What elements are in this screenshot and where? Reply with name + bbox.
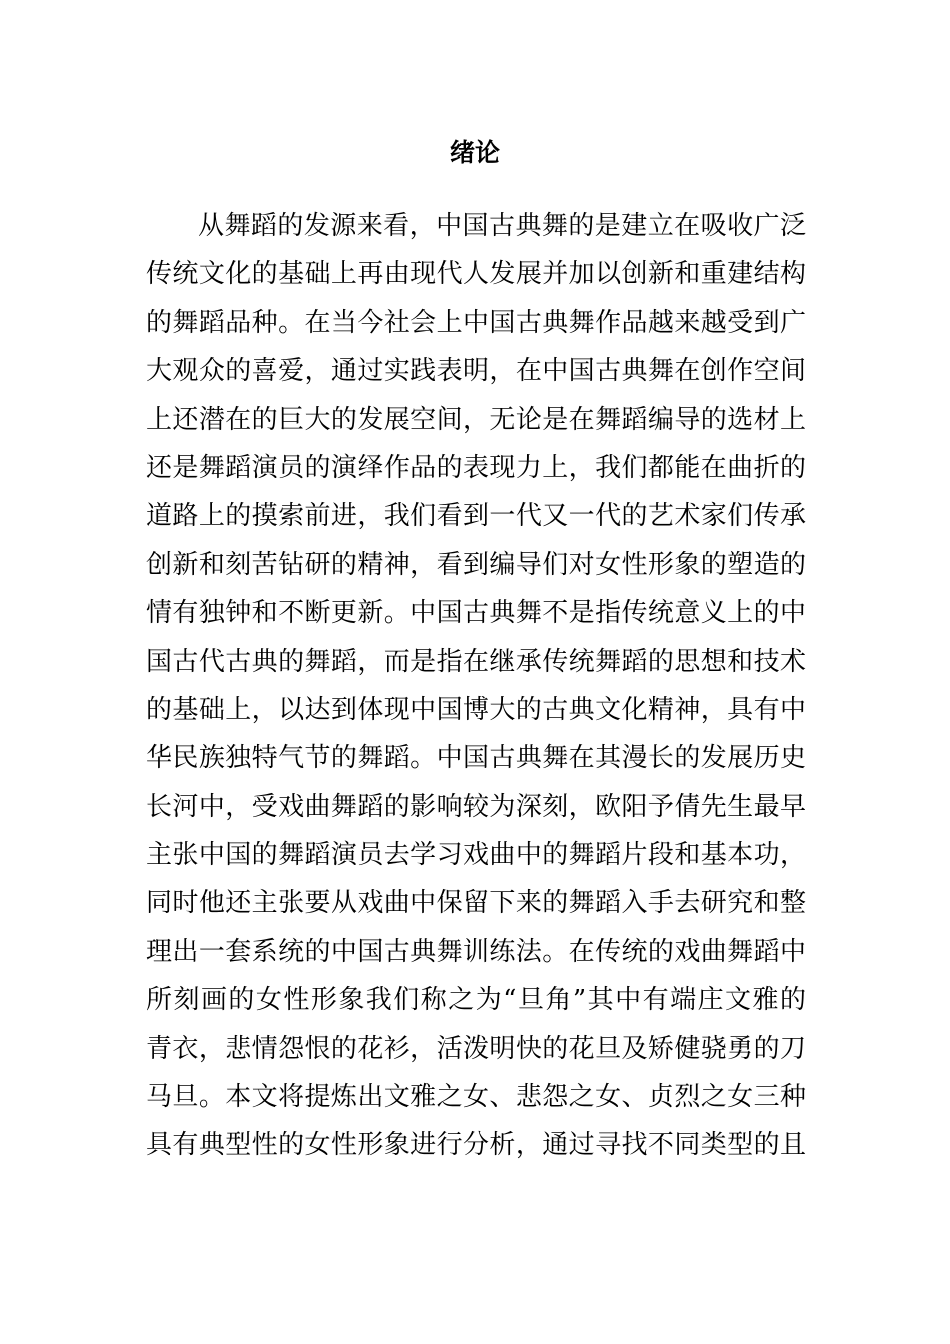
paragraph-line: 的基础上，以达到体现中国博大的古典文化精神，具有中 xyxy=(146,694,806,725)
paragraph-line: 大观众的喜爱，通过实践表明，在中国古典舞在创作空间 xyxy=(146,356,806,387)
body-paragraph xyxy=(146,202,806,1170)
paragraph-line: 的舞蹈品种。在当今社会上中国古典舞作品越来越受到广 xyxy=(146,307,806,338)
paragraph-line: 同时他还主张要从戏曲中保留下来的舞蹈入手去研究和整 xyxy=(146,888,806,919)
paragraph-line: 创新和刻苦钻研的精神，看到编导们对女性形象的塑造的 xyxy=(146,549,806,580)
paragraph-line: 理出一套系统的中国古典舞训练法。在传统的戏曲舞蹈中 xyxy=(146,936,806,967)
paragraph-line: 华民族独特气节的舞蹈。中国古典舞在其漫长的发展历史 xyxy=(146,743,806,774)
section-title: 绪论 xyxy=(449,138,500,167)
paragraph-line: 具有典型性的女性形象进行分析，通过寻找不同类型的且 xyxy=(146,1130,806,1161)
paragraph-line: 传统文化的基础上再由现代人发展并加以创新和重建结构 xyxy=(146,259,806,290)
paragraph-line: 青衣，悲情怨恨的花衫，活泼明快的花旦及矫健骁勇的刀 xyxy=(146,1033,806,1064)
paragraph-line: 道路上的摸索前进，我们看到一代又一代的艺术家们传承 xyxy=(146,501,806,532)
paragraph-line: 主张中国的舞蹈演员去学习戏曲中的舞蹈片段和基本功， xyxy=(146,840,806,871)
paragraph-line: 长河中，受戏曲舞蹈的影响较为深刻，欧阳予倩先生最早 xyxy=(146,791,806,822)
paragraph-line: 情有独钟和不断更新。中国古典舞不是指传统意义上的中 xyxy=(146,598,806,629)
paragraph-line: 所刻画的女性形象我们称之为“旦角”其中有端庄文雅的 xyxy=(146,985,806,1016)
paragraph-line: 从舞蹈的发源来看，中国古典舞的是建立在吸收广泛 xyxy=(198,211,806,241)
paragraph-line: 国古代古典的舞蹈，而是指在继承传统舞蹈的思想和技术 xyxy=(146,646,806,677)
paragraph-line: 还是舞蹈演员的演绎作品的表现力上，我们都能在曲折的 xyxy=(146,452,806,483)
paragraph-line: 上还潜在的巨大的发展空间，无论是在舞蹈编导的选材上 xyxy=(146,404,806,435)
paragraph-line: 马旦。本文将提炼出文雅之女、悲怨之女、贞烈之女三种 xyxy=(146,1082,806,1113)
